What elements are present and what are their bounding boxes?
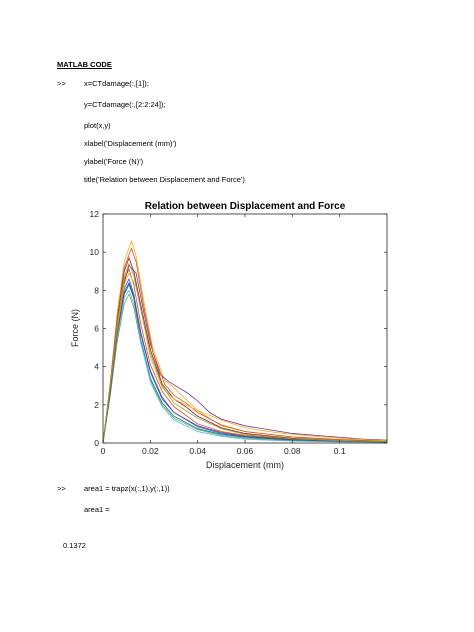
heading: MATLAB CODE xyxy=(57,60,112,69)
x-tick-label: 0.1 xyxy=(333,446,346,456)
y-tick-label: 10 xyxy=(89,247,99,258)
code-line-1: x=CTdamage(:,[1]); xyxy=(84,79,149,88)
x-tick-label: 0.02 xyxy=(142,446,159,456)
x-tick-label: 0.08 xyxy=(284,446,301,456)
y-tick-label: 8 xyxy=(94,285,99,296)
code-line-3: plot(x,y) xyxy=(84,121,111,130)
y-tick-label: 0 xyxy=(94,438,99,448)
y-axis-label: Force (N) xyxy=(70,309,80,347)
code-line-8: area1 = xyxy=(84,505,110,514)
chart-title: Relation between Displacement and Force xyxy=(144,201,346,212)
y-tick-label: 2 xyxy=(94,399,99,410)
code-line-6: title('Relation between Displacement and Force') xyxy=(84,175,245,184)
y-tick-label: 12 xyxy=(89,209,99,219)
code-line-5: ylabel('Force (N)') xyxy=(84,157,144,166)
prompt-1: >> xyxy=(57,79,66,88)
result-value: 0.1372 xyxy=(63,541,86,550)
y-tick-label: 4 xyxy=(94,361,99,372)
x-tick-label: 0 xyxy=(100,446,106,456)
code-line-2: y=CTdamage(:,[2:2:24]); xyxy=(84,100,166,109)
prompt-2: >> xyxy=(57,484,66,493)
x-axis-label: Displacement (mm) xyxy=(205,460,285,470)
y-tick-label: 6 xyxy=(94,323,99,334)
code-line-7: area1 = trapz(x(:,1),y(:,1)) xyxy=(84,484,170,493)
x-tick-label: 0.06 xyxy=(236,446,254,456)
code-line-4: xlabel('Displacement (mm)') xyxy=(84,139,177,148)
x-tick-label: 0.04 xyxy=(189,446,206,456)
force-displacement-chart xyxy=(66,196,396,476)
